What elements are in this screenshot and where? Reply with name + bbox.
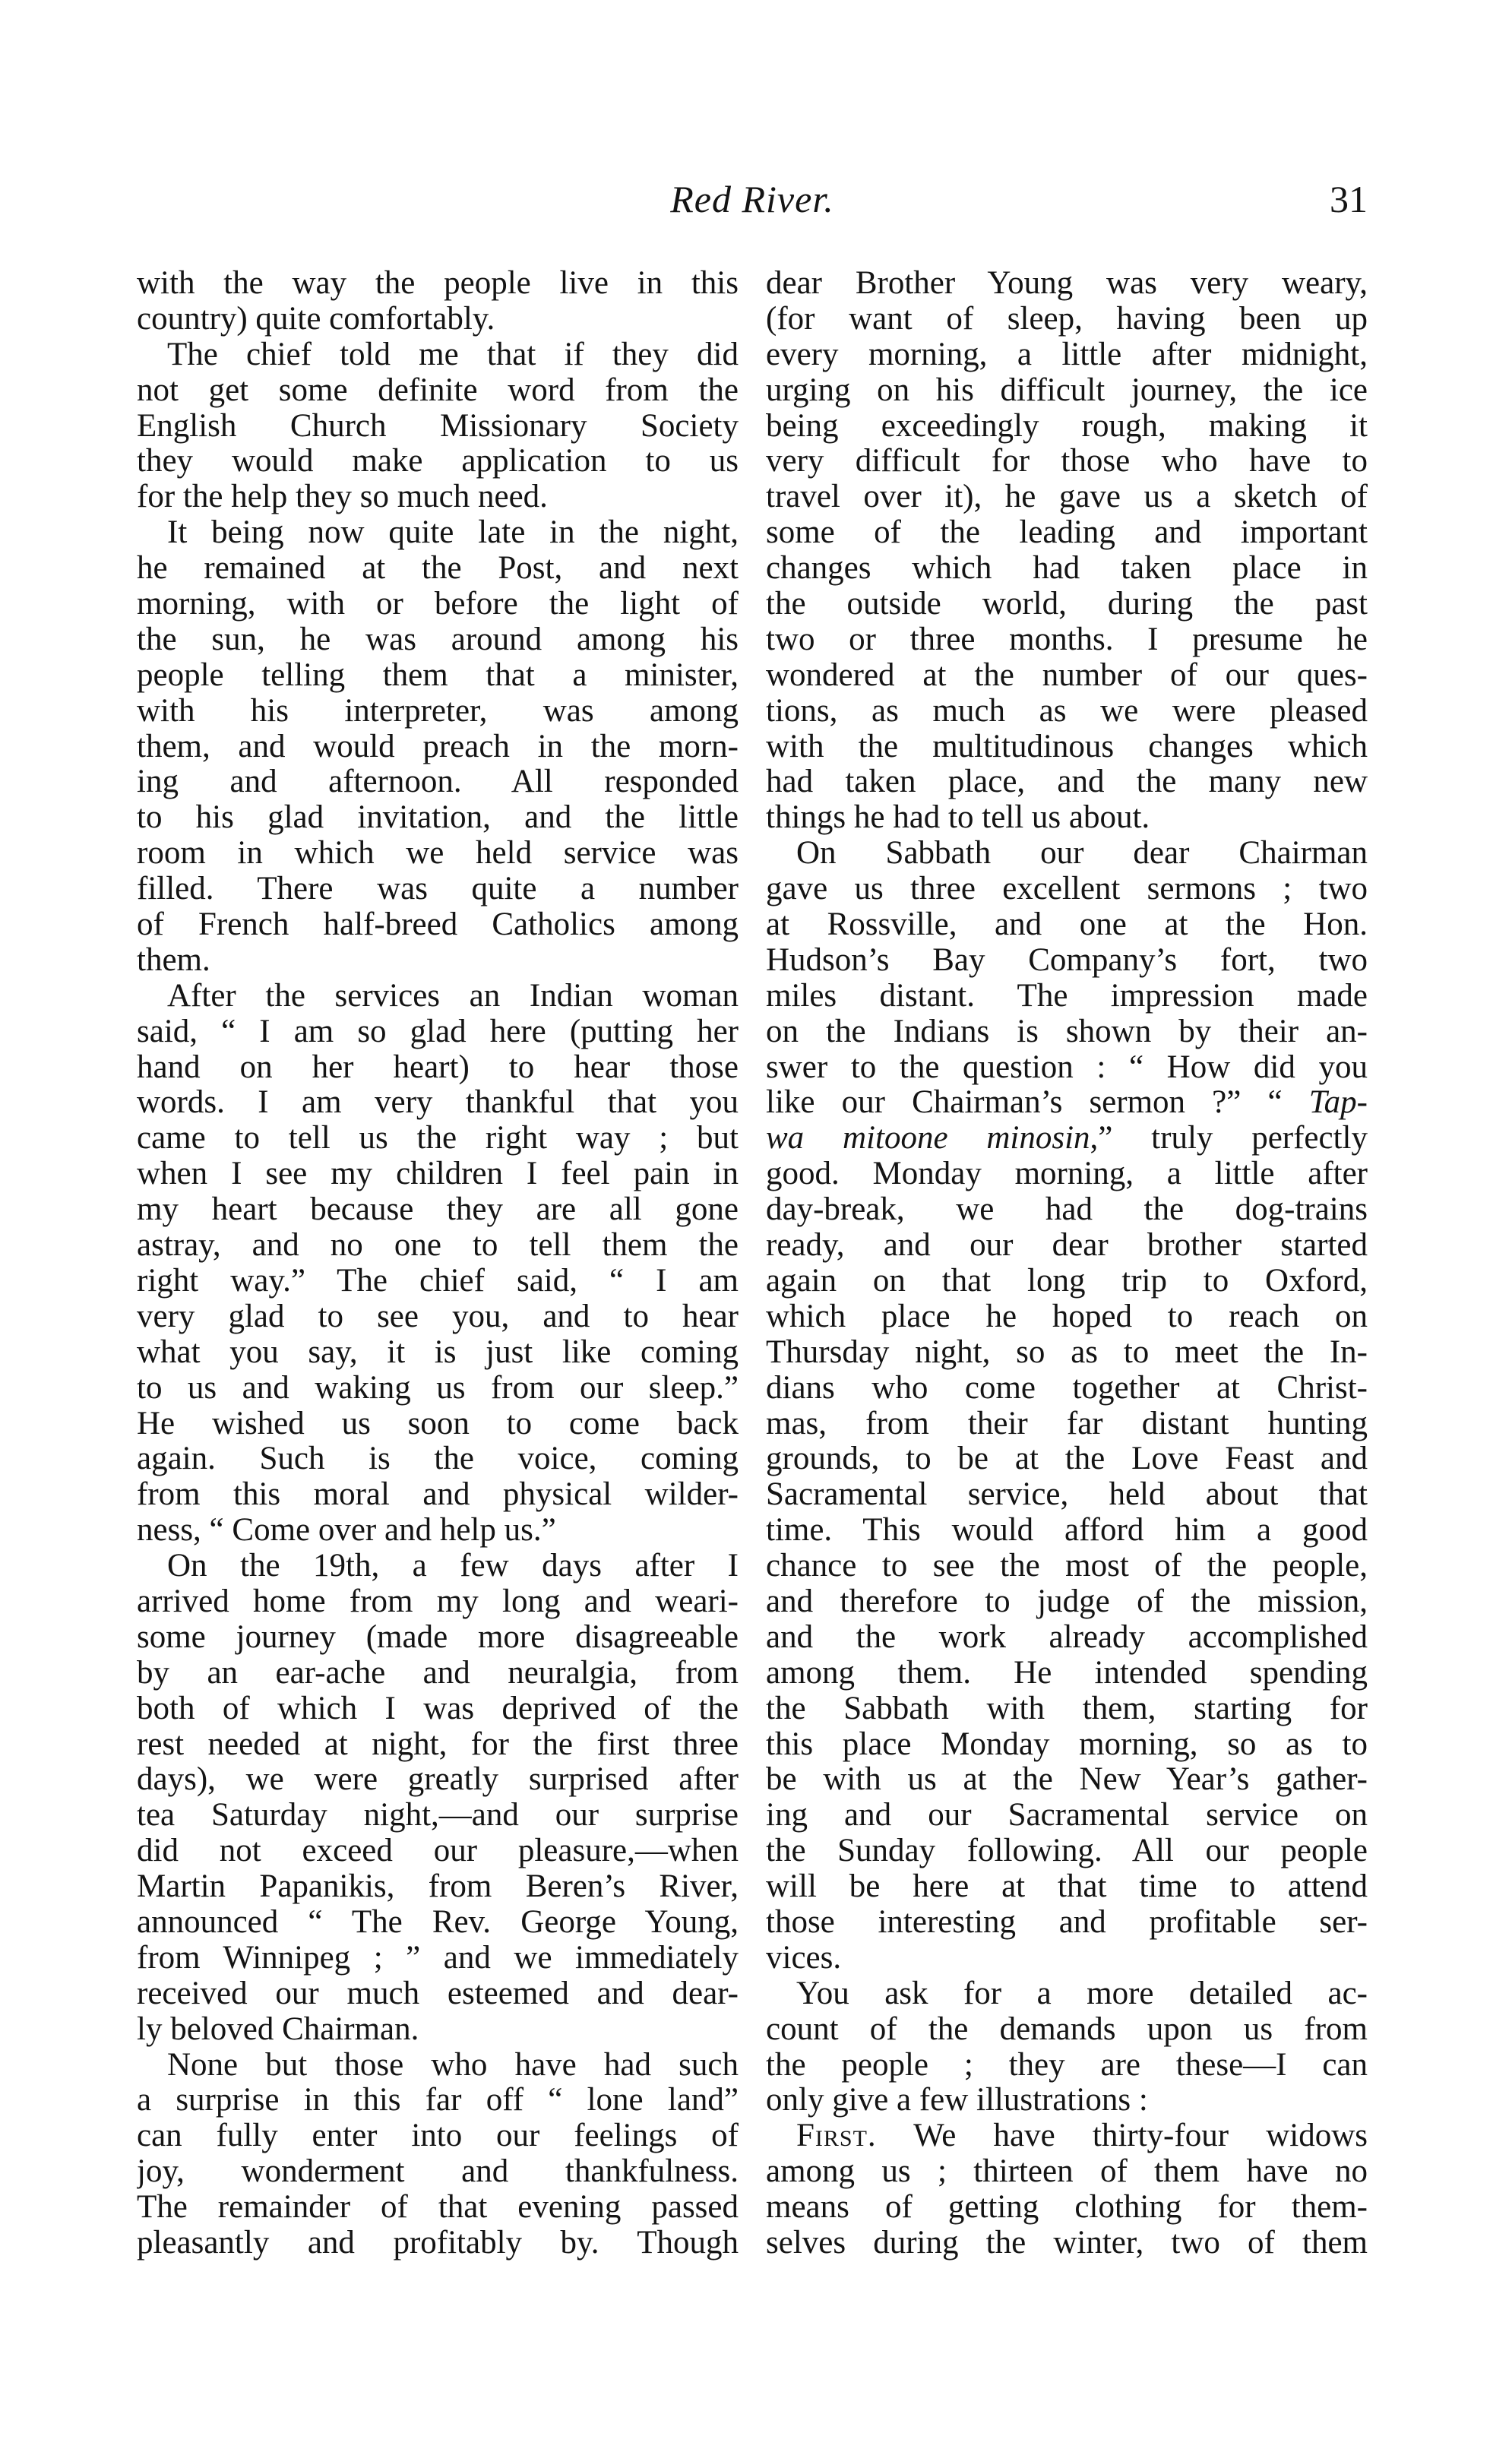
text-line: from this moral and physical wilder- (137, 1477, 739, 1513)
text-line: travel over it), he gave us a sketch of (766, 479, 1368, 515)
text-line: urging on his difficult journey, the ice (766, 372, 1368, 408)
text-line: at Rossville, and one at the Hon. (766, 907, 1368, 943)
text-line: pleasantly and profitably by. Though (137, 2225, 739, 2261)
text-line: came to tell us the right way ; but (137, 1121, 739, 1156)
text-line: (for want of sleep, having been up (766, 301, 1368, 337)
text-line: changes which had taken place in (766, 551, 1368, 587)
text-line: chance to see the most of the people, (766, 1549, 1368, 1584)
text-line: for the help they so much need. (137, 479, 548, 515)
text-line: English Church Missionary Society (137, 408, 739, 444)
text-line: and the work already accomplished (766, 1619, 1368, 1655)
text-line: The chief told me that if they did (167, 337, 739, 372)
text-line: mas, from their far distant hunting (766, 1406, 1368, 1441)
text-line: First. We have thirty-four widows (796, 2118, 1368, 2154)
text-line: of French half-breed Catholics among (137, 907, 739, 943)
text-line: and therefore to judge of the mission, (766, 1584, 1368, 1619)
text-line: means of getting clothing for them- (766, 2190, 1368, 2226)
text-line: can fully enter into our feelings of (137, 2118, 739, 2154)
text-line: astray, and no one to tell them the (137, 1228, 739, 1264)
text-line: country) quite comfortably. (137, 301, 495, 337)
text-line: hand on her heart) to hear those (137, 1049, 739, 1085)
text-line: when I see my children I feel pain in (137, 1156, 739, 1192)
text-line: right way.” The chief said, “ I am (137, 1263, 739, 1299)
text-line: morning, with or before the light of (137, 587, 739, 622)
text-line: gave us three excellent sermons ; two (766, 872, 1368, 907)
text-line: among us ; thirteen of them have no (766, 2154, 1368, 2190)
text-line: miles distant. The impression made (766, 978, 1368, 1014)
text-line: dians who come together at Christ- (766, 1370, 1368, 1406)
text-line: He wished us soon to come back (137, 1406, 739, 1441)
text-line: filled. There was quite a number (137, 872, 739, 907)
text-line: tea Saturday night,—and our surprise (137, 1798, 739, 1833)
text-line: announced “ The Rev. George Young, (137, 1904, 739, 1940)
text-line: dear Brother Young was very weary, (766, 266, 1368, 301)
text-line: said, “ I am so glad here (putting her (137, 1014, 739, 1049)
text-line: time. This would afford him a good (766, 1513, 1368, 1549)
text-line: some of the leading and important (766, 515, 1368, 551)
text-line: the people ; they are these—I can (766, 2047, 1368, 2083)
text-line: be with us at the New Year’s gather- (766, 1762, 1368, 1798)
text-line: rest needed at night, for the first three (137, 1726, 739, 1762)
text-line: very difficult for those who have to (766, 444, 1368, 479)
left-column (137, 266, 739, 2261)
text-line: again. Such is the voice, coming (137, 1441, 739, 1477)
text-line: very glad to see you, and to hear (137, 1299, 739, 1334)
text-line: words. I am very thankful that you (137, 1085, 739, 1121)
text-line: You ask for a more detailed ac- (796, 1976, 1368, 2011)
text-line: It being now quite late in the night, (167, 515, 739, 551)
text-line: only give a few illustrations : (766, 2083, 1148, 2118)
text-line: had taken place, and the many new (766, 764, 1368, 800)
text-line: On Sabbath our dear Chairman (796, 836, 1368, 872)
text-line: the Sabbath with them, starting for (766, 1691, 1368, 1726)
text-line: again on that long trip to Oxford, (766, 1263, 1368, 1299)
text-line: them, and would preach in the morn- (137, 729, 739, 764)
text-line: by an ear-ache and neuralgia, from (137, 1655, 739, 1691)
text-line: selves during the winter, two of them (766, 2225, 1368, 2261)
text-line: grounds, to be at the Love Feast and (766, 1441, 1368, 1477)
text-line: good. Monday morning, a little after (766, 1156, 1368, 1192)
text-line: to us and waking us from our sleep.” (137, 1370, 739, 1406)
text-line: every morning, a little after midnight, (766, 337, 1368, 372)
text-line: received our much esteemed and dear- (137, 1976, 739, 2011)
text-line: things he had to tell us about. (766, 800, 1150, 836)
text-line: not get some definite word from the (137, 372, 739, 408)
text-line: a surprise in this far off “ lone land” (137, 2083, 739, 2118)
text-line: those interesting and profitable ser- (766, 1904, 1368, 1940)
text-line: wondered at the number of our ques- (766, 657, 1368, 693)
text-line: which place he hoped to reach on (766, 1299, 1368, 1334)
text-line: Hudson’s Bay Company’s fort, two (766, 942, 1368, 978)
text-line: on the Indians is shown by their an- (766, 1014, 1368, 1049)
text-line: ly beloved Chairman. (137, 2011, 419, 2047)
text-line: ing and our Sacramental service on (766, 1798, 1368, 1833)
text-line: joy, wonderment and thankfulness. (137, 2154, 739, 2190)
text-line: On the 19th, a few days after I (167, 1549, 739, 1584)
text-line: Thursday night, so as to meet the In- (766, 1334, 1368, 1370)
text-line: day-break, we had the dog-trains (766, 1192, 1368, 1228)
text-line: with the multitudinous changes which (766, 729, 1368, 764)
text-line: some journey (made more disagreeable (137, 1619, 739, 1655)
text-line: vices. (766, 1940, 842, 1976)
text-line: he remained at the Post, and next (137, 551, 739, 587)
text-line: among them. He intended spending (766, 1655, 1368, 1691)
text-line: Sacramental service, held about that (766, 1477, 1368, 1513)
text-line: None but those who have had such (167, 2047, 739, 2083)
text-line: they would make application to us (137, 444, 739, 479)
text-line: them. (137, 942, 210, 978)
text-line: being exceedingly rough, making it (766, 408, 1368, 444)
text-line: room in which we held service was (137, 836, 739, 872)
page-number: 31 (1330, 178, 1368, 220)
text-line: to his glad invitation, and the little (137, 800, 739, 836)
text-line: the sun, he was around among his (137, 622, 739, 657)
text-line: count of the demands upon us from (766, 2011, 1368, 2047)
text-line: tions, as much as we were pleased (766, 693, 1368, 729)
text-line: the outside world, during the past (766, 587, 1368, 622)
text-line: The remainder of that evening passed (137, 2190, 739, 2226)
text-line: ing and afternoon. All responded (137, 764, 739, 800)
text-line: arrived home from my long and weari- (137, 1584, 739, 1619)
right-column (766, 266, 1368, 2261)
text-line: people telling them that a minister, (137, 657, 739, 693)
text-line: this place Monday morning, so as to (766, 1726, 1368, 1762)
text-line: did not exceed our pleasure,—when (137, 1833, 739, 1869)
text-line: Martin Papanikis, from Beren’s River, (137, 1869, 739, 1905)
text-line: from Winnipeg ; ” and we immediately (137, 1940, 739, 1976)
text-line: like our Chairman’s sermon ?” “ Tap- (766, 1085, 1368, 1121)
running-title: Red River. (670, 178, 834, 220)
text-line: with his interpreter, was among (137, 693, 739, 729)
text-line: will be here at that time to attend (766, 1869, 1368, 1905)
text-line: ready, and our dear brother started (766, 1228, 1368, 1264)
text-line: with the way the people live in this (137, 266, 739, 301)
text-line: my heart because they are all gone (137, 1192, 739, 1228)
text-line: two or three months. I presume he (766, 622, 1368, 657)
text-line: swer to the question : “ How did you (766, 1049, 1368, 1085)
text-line: the Sunday following. All our people (766, 1833, 1368, 1869)
text-line: what you say, it is just like coming (137, 1334, 739, 1370)
text-line: wa mitoone minosin,” truly perfectly (766, 1121, 1368, 1156)
text-line: After the services an Indian woman (167, 978, 739, 1014)
text-line: both of which I was deprived of the (137, 1691, 739, 1726)
text-line: days), we were greatly surprised after (137, 1762, 739, 1798)
text-line: ness, “ Come over and help us.” (137, 1513, 556, 1549)
